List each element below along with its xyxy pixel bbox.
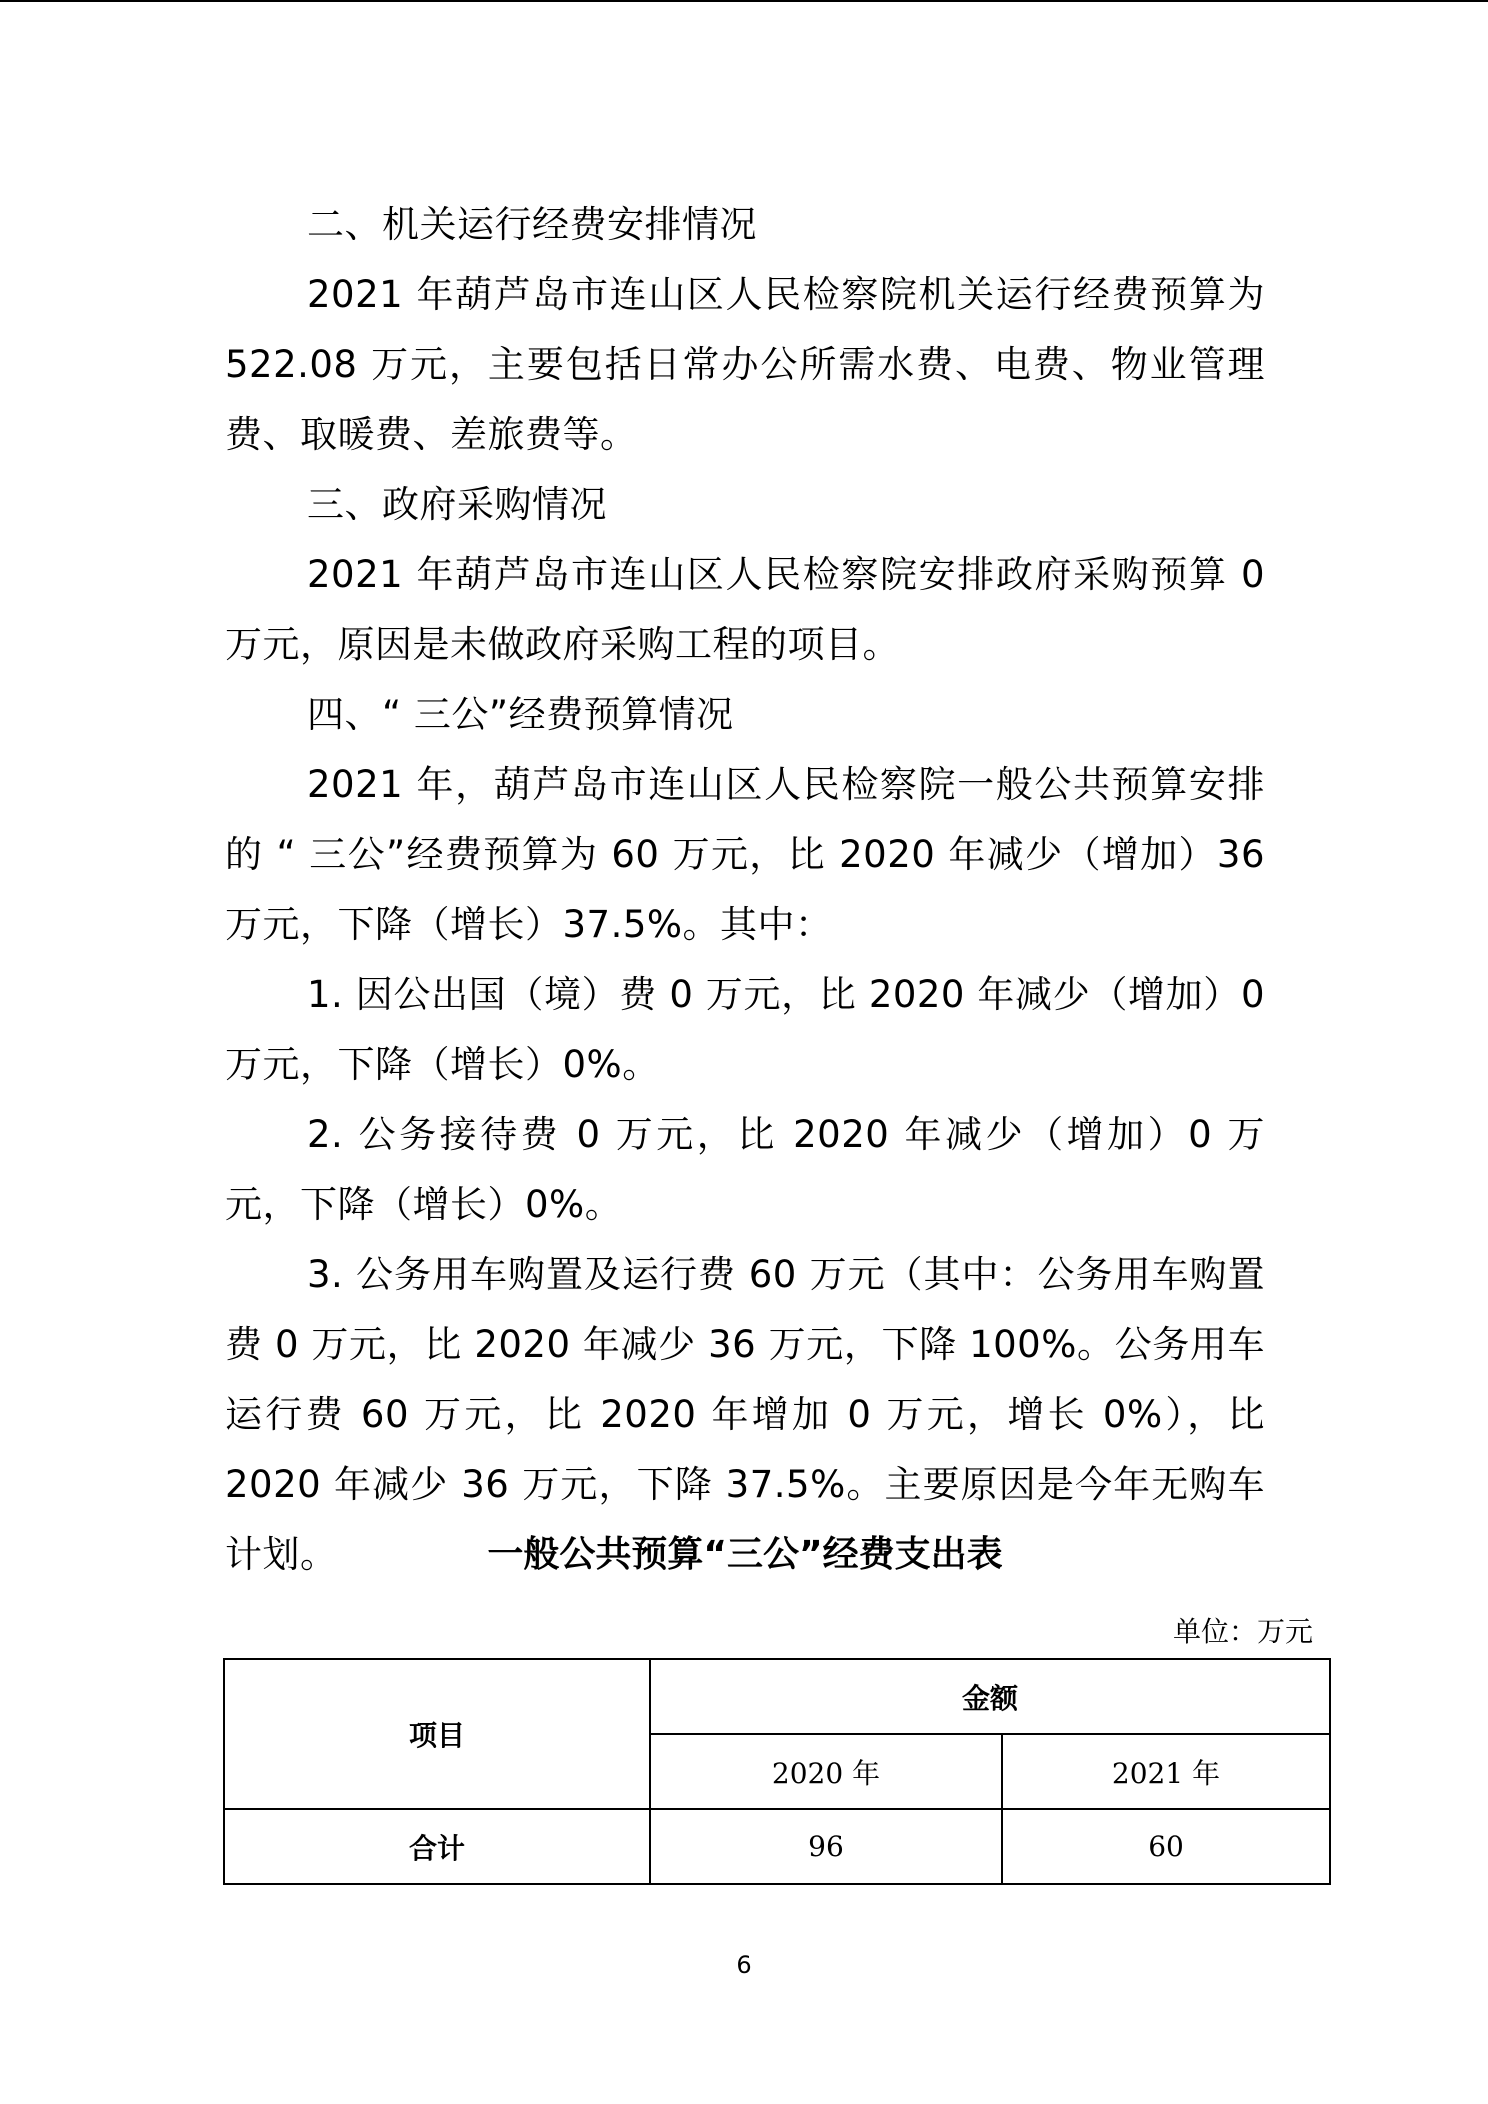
- document-body: [225, 190, 1265, 1590]
- three-public-expense-table: [223, 1658, 1331, 1885]
- list-item-reception: 2. 公务接待费 0 万元，比 2020 年减少（增加）0 万元，下降（增长）0%。: [225, 1113, 1265, 1226]
- section-heading-three-public: 四、“ 三公”经费预算情况: [307, 693, 734, 736]
- header-amount: 金额: [650, 1659, 1330, 1734]
- table-unit-label: 单位：万元: [1172, 1615, 1313, 1648]
- table-title: 一般公共预算“三公”经费支出表: [487, 1534, 1003, 1575]
- header-item: 项目: [224, 1659, 650, 1809]
- header-year-2021: 2021 年: [1002, 1734, 1330, 1809]
- list-item-vehicles: 3. 公务用车购置及运行费 60 万元（其中：公务用车购置费 0 万元，比 2020 年减少 36 万元，下降 100%。公务用车运行费 60 万元，比 2020 年增加 0 万元，增长 0%），比 2020 年减少 36 万元，下降 37.5%。主要原因是今年无购车计划。: [225, 1253, 1265, 1576]
- row-label-total: 合计: [224, 1809, 650, 1884]
- table-row: [224, 1809, 1330, 1884]
- cell-total-2021: 60: [1002, 1809, 1330, 1884]
- section-heading-operating-expenses: 二、机关运行经费安排情况: [307, 203, 757, 246]
- paragraph-operating-expenses: 2021 年葫芦岛市连山区人民检察院机关运行经费预算为 522.08 万元，主要包括日常办公所需水费、电费、物业管理费、取暖费、差旅费等。: [225, 273, 1265, 456]
- section-heading-procurement: 三、政府采购情况: [307, 483, 607, 526]
- table-header-row: [224, 1659, 1330, 1734]
- cell-total-2020: 96: [650, 1809, 1002, 1884]
- header-year-2020: 2020 年: [650, 1734, 1002, 1809]
- list-item-overseas-travel: 1. 因公出国（境）费 0 万元，比 2020 年减少（增加）0 万元，下降（增长）0%。: [225, 973, 1265, 1086]
- paragraph-procurement: 2021 年葫芦岛市连山区人民检察院安排政府采购预算 0 万元，原因是未做政府采购工程的项目。: [225, 553, 1265, 666]
- page-number: 6: [736, 1951, 752, 1979]
- page-top-border: [0, 0, 1488, 2]
- paragraph-three-public: 2021 年，葫芦岛市连山区人民检察院一般公共预算安排的 “ 三公”经费预算为 60 万元，比 2020 年减少（增加）36 万元，下降（增长）37.5%。其中：: [225, 763, 1265, 946]
